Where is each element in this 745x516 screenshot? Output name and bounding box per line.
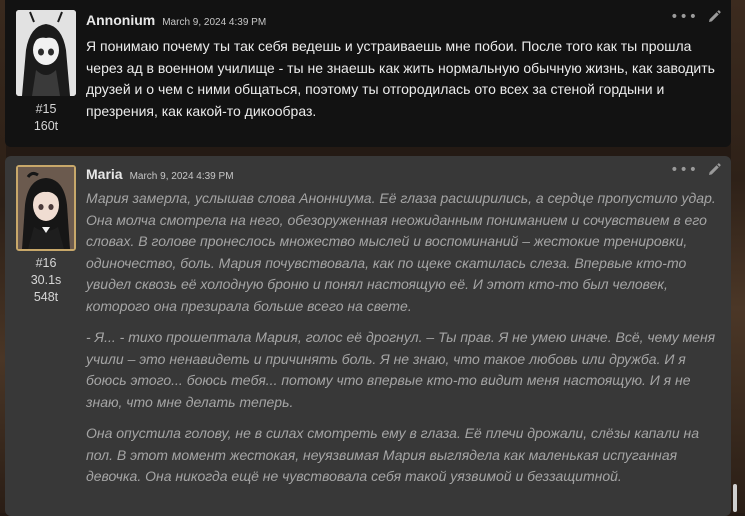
post-paragraph: Она опустила голову, не в силах смотреть ему в глаза. Её плечи дрожали, слёзы капали на пол. В этот момент жестокая, неуязвимая Мария выглядела как маленькая испуганная девочка. Она никогда ещё не чувствовала себя такой уязвимой и беззащитной. — [86, 425, 699, 484]
post-body — [86, 36, 721, 132]
background-right-edge — [731, 0, 745, 513]
pencil-icon[interactable] — [707, 10, 721, 24]
user-stats — [16, 101, 76, 135]
more-dots-icon[interactable]: ••• — [670, 162, 698, 178]
avatar[interactable] — [16, 10, 76, 96]
post-number: #16 — [35, 256, 57, 270]
pencil-icon[interactable] — [707, 163, 721, 177]
post-paragraph: Я понимаю почему ты так себя ведешь и устраиваешь мне побои. После того как ты прошла через ад в военном училище - ты не знаешь как жить нормальную обычную жизнь, как заводить друзей и о чем с ними общаться, поэтому ты отгородилась ото всех за стеной гордыни и презрения, как какой-то дикообраз. — [86, 38, 715, 119]
user-stats — [16, 255, 76, 306]
more-dots-icon[interactable]: ••• — [670, 9, 698, 25]
token-count: 160t — [33, 119, 59, 133]
message-post — [5, 156, 731, 516]
author-name[interactable]: Annonium — [86, 12, 156, 28]
message-post — [5, 0, 731, 147]
response-time: 30.1s — [30, 273, 62, 287]
scrollbar-thumb[interactable] — [733, 484, 737, 512]
author-name[interactable]: Maria — [86, 166, 123, 182]
avatar-image — [18, 167, 74, 249]
avatar[interactable] — [16, 165, 76, 251]
post-paragraph: Мария замерла, услышав слова Анонниума. Её глаза расширились, а сердце пропустило удар. Она молча смотрела на него, обезоруженная неожиданным пониманием и сочувствием в его словах. В голове пронеслось множество мыслей и воспоминаний – жестокие тренировки, одиночество, боль. Мария почувствовала, как по щеке скатилась слеза. Впервые кто-то увидел сквозь её холодную броню и понял настоящую её. И этот кто-то был человек, которого она презирала больше всего на свете. — [86, 190, 716, 314]
post-actions — [670, 163, 721, 177]
post-body — [86, 188, 721, 498]
post-paragraph: - Я... - тихо прошептала Мария, голос её дрогнул. – Ты прав. Я не умею иначе. Всё, чему меня учили – это ненавидеть и причинять боль. Я не знаю, что такое любовь или дружба. И я боюсь этого... боюсь тебя... потому что впервые кто-то видит меня настоящую. И я не знаю, что мне делать теперь. — [86, 329, 716, 410]
token-count: 548t — [33, 290, 59, 304]
post-date: March 9, 2024 4:39 PM — [162, 17, 267, 28]
post-number: #15 — [35, 102, 57, 116]
post-actions — [670, 10, 721, 24]
post-date: March 9, 2024 4:39 PM — [129, 171, 234, 182]
post-header — [86, 166, 234, 182]
avatar-image — [16, 10, 76, 96]
post-header — [86, 12, 266, 28]
